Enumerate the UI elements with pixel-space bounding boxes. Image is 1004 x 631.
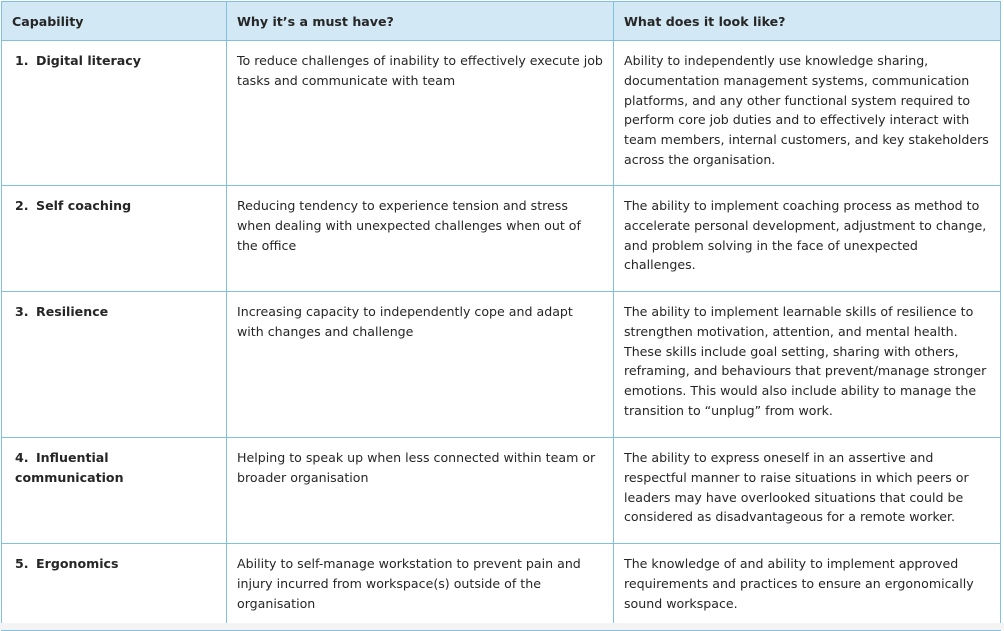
header-capability: Capability (2, 2, 227, 41)
table-row (2, 438, 1001, 544)
table-row (2, 41, 1001, 186)
capability-cell (2, 292, 227, 438)
why-cell: To reduce challenges of inability to effectively execute job tasks and communicate with team (227, 41, 614, 186)
header-what: What does it look like? (614, 2, 1001, 41)
capability-cell (2, 544, 227, 631)
what-cell: The ability to implement coaching process as method to accelerate personal development, adjustment to change, and problem solving in the face of unexpected challenges. (614, 186, 1001, 292)
capability-name: Influential communication (15, 450, 124, 485)
why-cell: Ability to self-manage workstation to prevent pain and injury incurred from workspace(s) outside of the organisation (227, 544, 614, 631)
row-number: 4. (15, 450, 29, 465)
what-cell: The knowledge of and ability to implement approved requirements and practices to ensure an ergonomically sound workspace. (614, 544, 1001, 631)
what-cell: The ability to implement learnable skills of resilience to strengthen motivation, attention, and mental health. These skills include goal setting, sharing with others, reframing, and behaviours that prevent/manage stronger emotions. This would also include ability to manage the transition to “unplug” from work. (614, 292, 1001, 438)
table-row (2, 186, 1001, 292)
row-number: 5. (15, 556, 29, 571)
row-number: 1. (15, 53, 29, 68)
capability-name: Ergonomics (36, 556, 119, 571)
capability-cell (2, 438, 227, 544)
why-cell: Helping to speak up when less connected within team or broader organisation (227, 438, 614, 544)
what-cell: Ability to independently use knowledge sharing, documentation management systems, communication platforms, and any other functional system required to perform core job duties and to effectively interact with team members, internal customers, and key stakeholders across the organisation. (614, 41, 1001, 186)
table-row (2, 292, 1001, 438)
capability-table (1, 1, 1001, 631)
row-number: 2. (15, 198, 29, 213)
capability-cell (2, 41, 227, 186)
capability-name: Resilience (36, 304, 109, 319)
why-cell: Reducing tendency to experience tension and stress when dealing with unexpected challenges when out of the office (227, 186, 614, 292)
header-row (2, 2, 1001, 41)
table-row (2, 544, 1001, 631)
capability-name: Digital literacy (36, 53, 141, 68)
page-bottom-strip (0, 623, 1004, 630)
capability-cell (2, 186, 227, 292)
what-cell: The ability to express oneself in an assertive and respectful manner to raise situations in which peers or leaders may have overlooked situations that could be considered as disadvantageous for a remote worker. (614, 438, 1001, 544)
why-cell: Increasing capacity to independently cope and adapt with changes and challenge (227, 292, 614, 438)
row-number: 3. (15, 304, 29, 319)
capability-name: Self coaching (36, 198, 132, 213)
header-why: Why it’s a must have? (227, 2, 614, 41)
